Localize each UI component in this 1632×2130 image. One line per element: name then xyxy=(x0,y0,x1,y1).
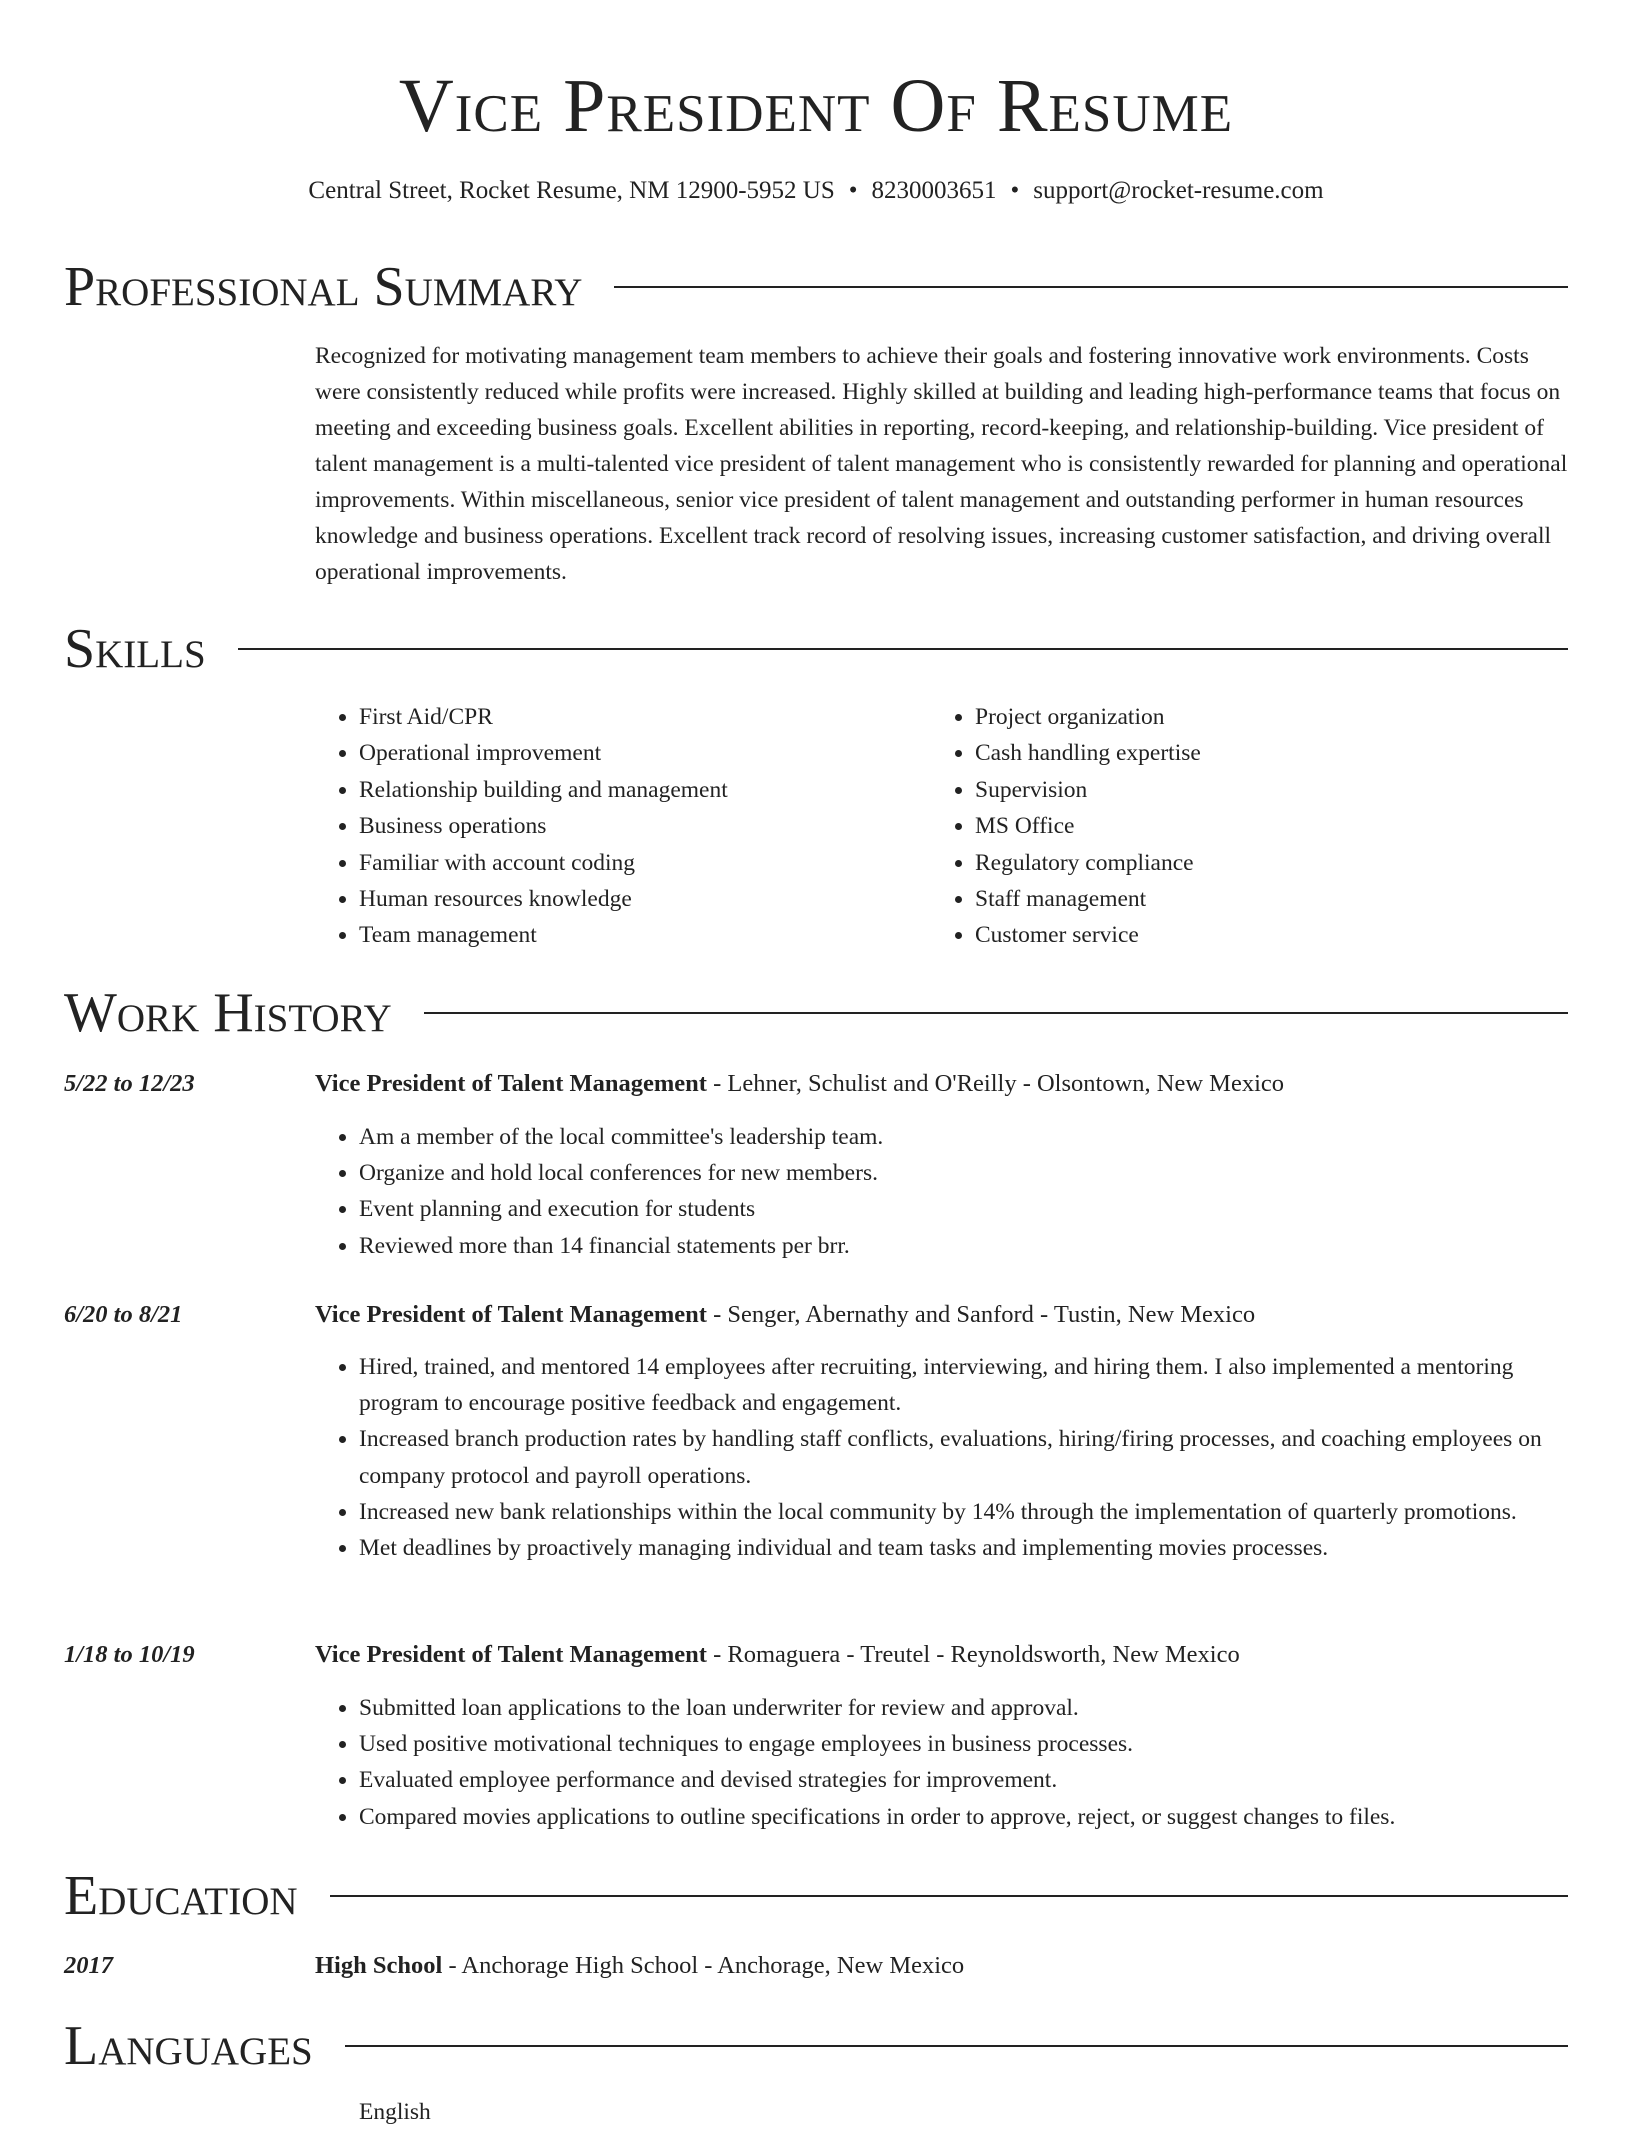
job-title: Vice President of Talent Management xyxy=(315,1070,707,1097)
job-employer-location: - Lehner, Schulist and O'Reilly - Olsontown, New Mexico xyxy=(706,1070,1284,1097)
job-bullet: • Compared movies applications to outline specifications in order to approve, reject, or suggest changes to files. xyxy=(359,1799,1571,1835)
education-heading xyxy=(315,1948,1571,1984)
contact-line xyxy=(0,174,1632,208)
resume-name: Vice President Of Resume xyxy=(398,64,1234,148)
job-bullet: • Reviewed more than 14 financial statements per brr. xyxy=(359,1228,1571,1264)
job-bullet: • Increased new bank relationships within the local community by 14% through the implementation of quarterly promotions. xyxy=(359,1494,1571,1530)
job-bullet: • Organize and hold local conferences for new members. xyxy=(359,1155,1571,1191)
job-bullet: • Event planning and execution for students xyxy=(359,1191,1571,1227)
contact-phone: 8230003651 xyxy=(871,177,997,204)
skills-list-right xyxy=(931,699,1575,954)
job-bullet: • Submitted loan applications to the loan underwriter for review and approval. xyxy=(359,1690,1571,1726)
skill-item: • Project organization xyxy=(975,699,1575,735)
section-divider xyxy=(345,2045,1568,2047)
skills-list-left xyxy=(315,699,919,954)
skill-item: • Operational improvement xyxy=(359,735,919,771)
job-dates: 5/22 to 12/23 xyxy=(64,1070,195,1097)
job-employer-location: - Senger, Abernathy and Sanford - Tustin, New Mexico xyxy=(706,1301,1256,1328)
skill-item: • Cash handling expertise xyxy=(975,735,1575,771)
job-bullet: • Hired, trained, and mentored 14 employees after recruiting, interviewing, and hiring them. I also implemented a mentoring program to encourage positive feedback and engagement. xyxy=(359,1349,1571,1421)
job-dates: 1/18 to 10/19 xyxy=(64,1641,195,1668)
skill-item: • Business operations xyxy=(359,808,919,844)
job-dates: 6/20 to 8/21 xyxy=(64,1301,183,1328)
section-divider xyxy=(614,286,1568,288)
skill-item: • Customer service xyxy=(975,917,1575,953)
skill-item: • First Aid/CPR xyxy=(359,699,919,735)
skills-section-title: Skills xyxy=(64,618,206,680)
summary-text: Recognized for motivating management team members to achieve their goals and fostering innovative work environments. Costs were consistently reduced while profits were increased. Highly skilled at building and leading high-performance teams that focus on meeting and exceeding business goals. Excellent abilities in reporting, record-keeping, and relationship-building. Vice president of talent management is a multi-talented vice president of talent management who is consistently rewarded for planning and operational improvements. Within miscellaneous, senior vice president of talent management and outstanding performer in human resources knowledge and business operations. Excellent track record of resolving issues, increasing customer satisfaction, and driving overall operational improvements. xyxy=(315,343,1568,585)
job-title: Vice President of Talent Management xyxy=(315,1641,707,1668)
skill-item: • MS Office xyxy=(975,808,1575,844)
section-divider xyxy=(424,1012,1568,1014)
job-bullet: • Evaluated employee performance and devised strategies for improvement. xyxy=(359,1762,1571,1798)
skill-item: • Relationship building and management xyxy=(359,772,919,808)
skill-item: • Human resources knowledge xyxy=(359,881,919,917)
job-bullet: • Met deadlines by proactively managing individual and team tasks and implementing movies processes. xyxy=(359,1530,1571,1566)
education-year: 2017 xyxy=(64,1952,113,1979)
job-bullet: • Am a member of the local committee's leadership team. xyxy=(359,1119,1571,1155)
education-section-title: Education xyxy=(64,1865,298,1927)
job-heading xyxy=(315,1637,1571,1673)
skill-item: • Staff management xyxy=(975,881,1575,917)
language-item: English xyxy=(359,2099,431,2125)
education-degree: High School xyxy=(315,1952,443,1979)
contact-address: Central Street, Rocket Resume, NM 12900-5952 US xyxy=(308,177,835,204)
job-title: Vice President of Talent Management xyxy=(315,1301,707,1328)
work-section-title: Work History xyxy=(64,982,392,1044)
job-bullet: • Used positive motivational techniques to engage employees in business processes. xyxy=(359,1726,1571,1762)
job-heading xyxy=(315,1297,1571,1333)
languages-section-title: Languages xyxy=(64,2015,313,2077)
skill-item: • Team management xyxy=(359,917,919,953)
summary-section-header xyxy=(64,252,1568,322)
job-bullets xyxy=(315,1690,1571,1835)
job-bullets xyxy=(315,1349,1571,1566)
job-bullets xyxy=(315,1119,1571,1264)
contact-separator: • xyxy=(1010,177,1020,204)
education-section-header xyxy=(64,1861,1568,1931)
job-heading xyxy=(315,1066,1571,1102)
summary-section-title: Professional Summary xyxy=(64,256,583,318)
skill-item: • Supervision xyxy=(975,772,1575,808)
contact-separator: • xyxy=(848,177,858,204)
languages-section-header xyxy=(64,2011,1568,2081)
work-section-header xyxy=(64,978,1568,1048)
contact-email: support@rocket-resume.com xyxy=(1033,177,1324,204)
skill-item: • Familiar with account coding xyxy=(359,845,919,881)
section-divider xyxy=(330,1895,1568,1897)
job-bullet: • Increased branch production rates by handling staff conflicts, evaluations, hiring/firing processes, and coaching employees on company protocol and payroll operations. xyxy=(359,1421,1571,1493)
education-school-location: - Anchorage High School - Anchorage, New Mexico xyxy=(442,1952,965,1979)
section-divider xyxy=(238,648,1568,650)
skills-section-header xyxy=(64,614,1568,684)
skill-item: • Regulatory compliance xyxy=(975,845,1575,881)
job-employer-location: - Romaguera - Treutel - Reynoldsworth, New Mexico xyxy=(706,1641,1240,1668)
